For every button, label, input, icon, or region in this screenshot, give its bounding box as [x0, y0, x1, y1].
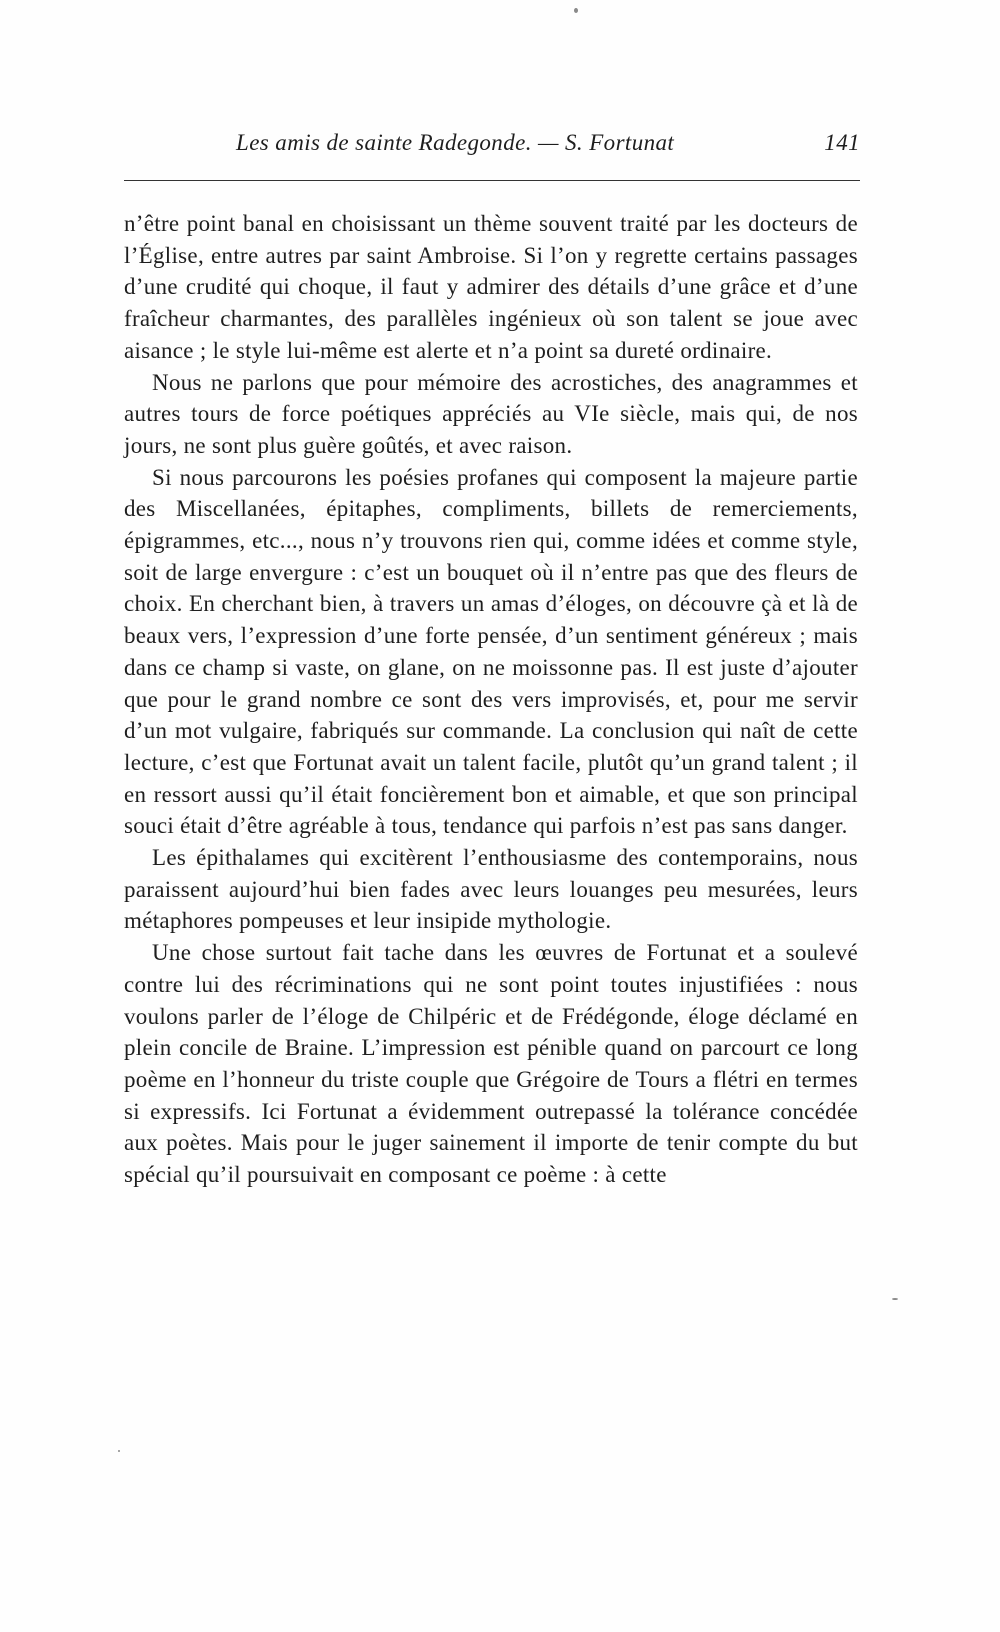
running-title: Les amis de sainte Radegonde. — S. Fortunat — [236, 130, 675, 155]
page-number: 141 — [824, 130, 860, 155]
paper-speck — [118, 1450, 120, 1452]
body-text — [124, 208, 858, 1191]
header-rule — [124, 180, 860, 181]
paragraph: Les épithalames qui excitèrent l’enthousiasme des contemporains, nous paraissent aujourd’hui bien fades avec leurs louanges peu mesurées, leurs métaphores pompeuses et leur insipide mythologie. — [124, 845, 858, 934]
paragraph: n’être point banal en choisissant un thème souvent traité par les docteurs de l’Église, entre autres par saint Ambroise. Si l’on y regrette certains passages d’une crudité qui choque, il faut y admirer des détails d’une grâce et d’une fraîcheur charmantes, des parallèles ingénieux où son talent se joue avec aisance ; le style lui-même est alerte et n’a point sa dureté ordinaire. — [124, 211, 858, 363]
paragraph: Nous ne parlons que pour mémoire des acrostiches, des anagrammes et autres tours de force poétiques appréciés au VIe siècle, mais qui, de nos jours, ne sont plus guère goûtés, et avec raison. — [124, 369, 858, 458]
paragraph: Une chose surtout fait tache dans les œuvres de Fortunat et a soulevé contre lui des récriminations qui ne sont point toutes injustifiées : nous voulons parler de l’éloge de Chilpéric et de Frédégonde, éloge déclamé en plein concile de Braine. L’impression est pénible quand on parcourt ce long poème en l’honneur du triste couple que Grégoire de Tours a flétri en termes si expressifs. Ici Fortunat a évidemment outrepassé la tolérance concédée aux poètes. Mais pour le juger sainement il importe de tenir compte du but spécial qu’il poursuivait en composant ce poème : à cette — [124, 940, 858, 1188]
paper-speck — [574, 8, 578, 13]
paper-speck — [892, 1298, 898, 1300]
page-header — [124, 130, 860, 164]
paragraph: Si nous parcourons les poésies profanes qui composent la majeure partie des Miscellanées, épitaphes, compliments, billets de remerciements, épigrammes, etc..., nous n’y trouvons rien qui, comme idées et comme style, soit de large envergure : c’est un bouquet où il n’entre pas que des fleurs de choix. En cherchant bien, à travers un amas d’éloges, on découvre çà et là de beaux vers, l’expression d’une forte pensée, d’un sentiment généreux ; mais dans ce champ si vaste, on glane, on ne moissonne pas. Il est juste d’ajouter que pour le grand nombre ce sont des vers improvisés, et, pour me servir d’un mot vulgaire, fabriqués sur commande. La conclusion qui naît de cette lecture, c’est que Fortunat avait un talent facile, plutôt qu’un grand talent ; il en ressort aussi qu’il était foncièrement bon et aimable, et que son principal souci était d’être agréable à tous, tendance qui parfois n’est pas sans danger. — [124, 464, 858, 839]
